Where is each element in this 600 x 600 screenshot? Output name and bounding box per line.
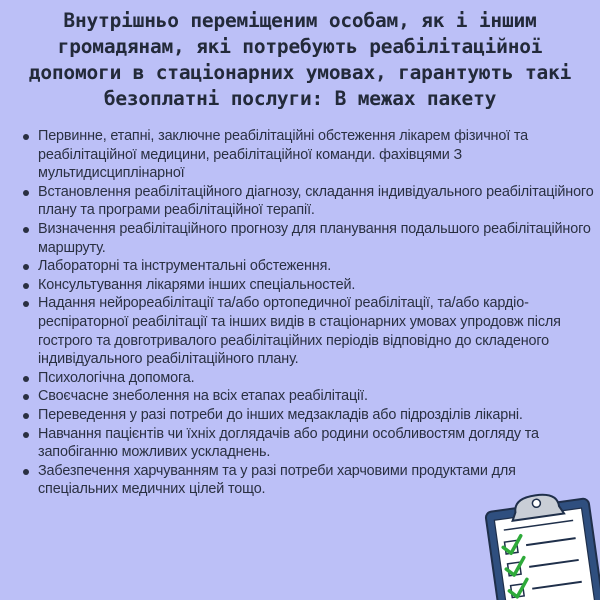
list-item-text: Надання нейрореабілітації та/або ортопедичної реабілітації, та/або кардіо-респіраторної реабілітації та інших видів в стаціонарних умовах упродовж після гострого та довготривалого реабілітаційних періодів відповідно до складеного індивідуального реабілітаційного плану. <box>38 295 561 368</box>
bullet-icon <box>23 469 29 475</box>
clipboard-checklist-icon <box>470 488 600 600</box>
title-line: Внутрішньо переміщеним особам, як і іншим <box>63 9 537 32</box>
list-item <box>38 127 596 183</box>
list-item-text: Навчання пацієнтів чи їхніх доглядачів або родини особливостям догляду та запобіганню можливих ускладнень. <box>38 425 539 461</box>
list-item-text: Переведення у разі потреби до інших медзакладів або підрозділів лікарні. <box>38 406 523 423</box>
bullet-icon <box>23 413 29 419</box>
bullet-icon <box>23 190 29 196</box>
list-item <box>38 387 596 406</box>
bullet-icon <box>23 432 29 438</box>
list-item-text: Лабораторні та інструментальні обстеження. <box>38 258 332 275</box>
list-item-text: Психологічна допомога. <box>38 369 195 386</box>
title-line: громадянам, які потребують реабілітаційної <box>57 35 543 58</box>
bullet-icon <box>23 301 29 307</box>
list-item <box>38 276 596 295</box>
bullet-icon <box>23 264 29 270</box>
list-item-text: Забезпечення харчуванням та у разі потреби харчовими продуктами для спеціальних медичних цілей тощо. <box>38 462 516 498</box>
bullet-icon <box>23 134 29 140</box>
list-item <box>38 220 596 257</box>
list-item <box>38 425 596 462</box>
list-item <box>38 257 596 276</box>
list-item-text: Встановлення реабілітаційного діагнозу, складання індивідуального реабілітаційного плану та програми реабілітаційної терапії. <box>38 183 594 219</box>
list-item-text: Визначення реабілітаційного прогнозу для планування подальшого реабілітаційного маршруту. <box>38 220 591 256</box>
bullet-icon <box>23 376 29 382</box>
title-line: допомоги в стаціонарних умовах, гарантують такі <box>28 61 572 84</box>
list-item-text: Своєчасне знеболення на всіх етапах реабілітації. <box>38 388 368 405</box>
list-item-text: Консультування лікарями інших спеціальностей. <box>38 276 356 293</box>
list-item <box>38 369 596 388</box>
bullet-icon <box>23 394 29 400</box>
services-list <box>0 127 596 499</box>
list-item <box>38 406 596 425</box>
title-line: безоплатні послуги: В межах пакету <box>103 87 497 110</box>
list-item <box>38 183 596 220</box>
list-item-text: Первинне, етапні, заключне реабілітаційні обстеження лікарем фізичної та реабілітаційної медицини, реабілітаційної команди. фахівцями З мультидисциплінарної <box>38 128 529 182</box>
bullet-icon <box>23 227 29 233</box>
list-item <box>38 294 596 368</box>
page-title <box>10 8 590 112</box>
bullet-icon <box>23 283 29 289</box>
